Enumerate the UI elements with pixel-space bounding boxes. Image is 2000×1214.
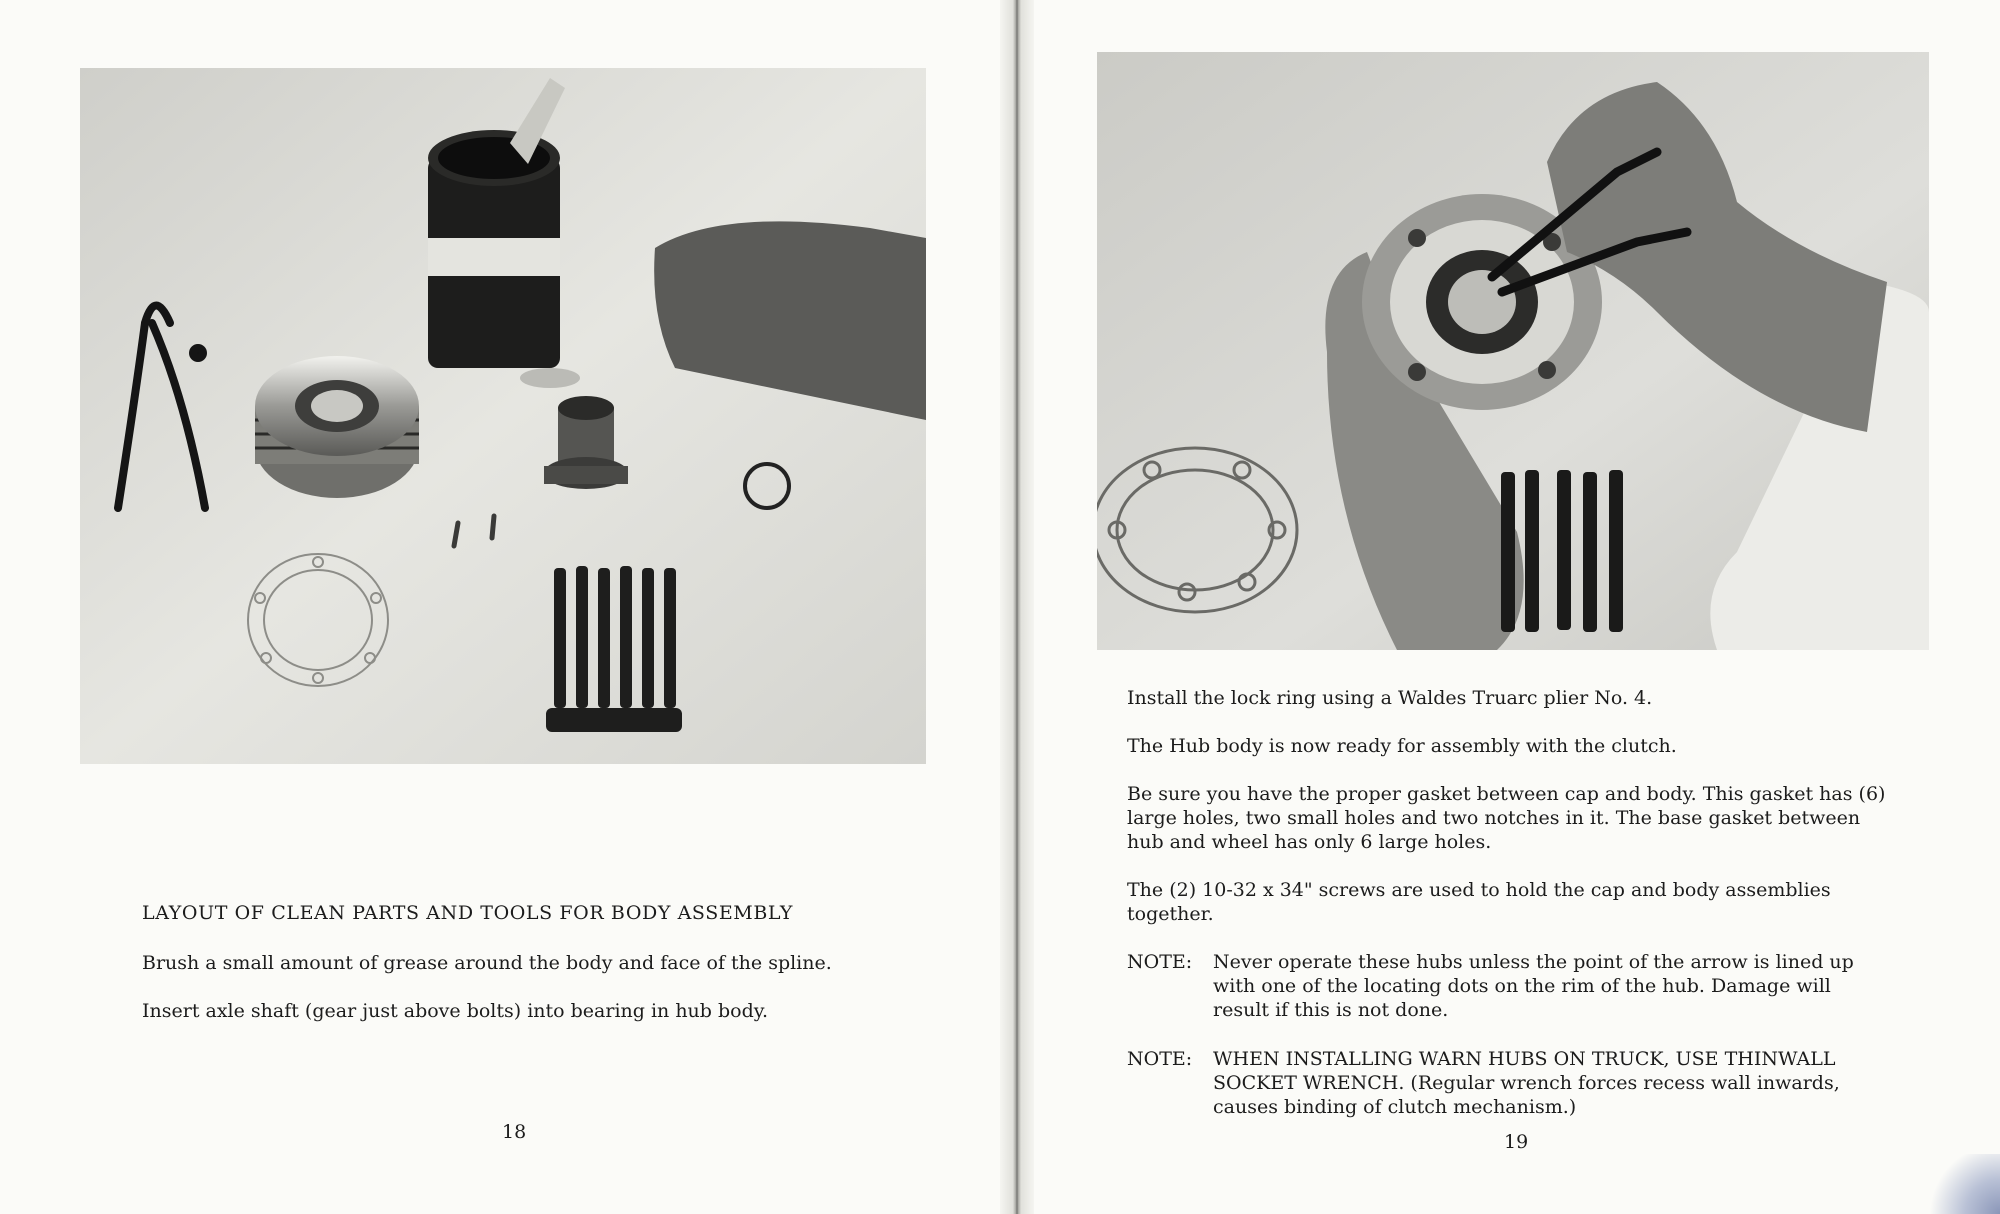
instruction-paragraph: The (2) 10-32 x 34" screws are used to hold the cap and body assemblies together. (1127, 879, 1831, 925)
lock-ring-install-photo (1097, 52, 1929, 650)
note-line: result if this is not done. (1213, 999, 1449, 1021)
note-line: WHEN INSTALLING WARN HUBS ON TRUCK, USE THINWALL (1213, 1048, 1836, 1070)
photo-caption-heading: LAYOUT OF CLEAN PARTS AND TOOLS FOR BODY ASSEMBLY (142, 902, 794, 924)
hub-body (255, 356, 419, 498)
note-line: with one of the locating dots on the rim of the hub. Damage will (1213, 975, 1831, 997)
note-text (1213, 1047, 1893, 1119)
scan-edge-mark (1920, 1154, 2000, 1214)
instruction-paragraph: Install the lock ring using a Waldes Truarc plier No. 4. (1127, 687, 1653, 709)
note-line: SOCKET WRENCH. (Regular wrench forces recess wall inwards, (1213, 1072, 1840, 1094)
note-label: NOTE: (1127, 1048, 1193, 1070)
note-label: NOTE: (1127, 951, 1193, 973)
note-line: Never operate these hubs unless the point of the arrow is lined up (1213, 951, 1854, 973)
note-line: causes binding of clutch mechanism.) (1213, 1096, 1577, 1118)
instruction-paragraph: Brush a small amount of grease around the body and face of the spline. (142, 952, 832, 974)
page-19 (1018, 0, 2000, 1214)
note-block (1127, 1047, 1907, 1119)
instruction-paragraph: Be sure you have the proper gasket between cap and body. This gasket has (6) large holes, two small holes and two notches in it. The base gasket between hub and wheel has only 6 large holes. (1127, 783, 1886, 853)
note-text (1213, 950, 1893, 1022)
page-number: 18 (502, 1121, 527, 1143)
note-block (1127, 950, 1907, 1022)
page-number: 19 (1504, 1131, 1529, 1153)
parts-layout-photo (80, 68, 926, 764)
instruction-paragraph: Insert axle shaft (gear just above bolts) into bearing in hub body. (142, 1000, 769, 1022)
instruction-paragraph: The Hub body is now ready for assembly with the clutch. (1127, 735, 1677, 757)
